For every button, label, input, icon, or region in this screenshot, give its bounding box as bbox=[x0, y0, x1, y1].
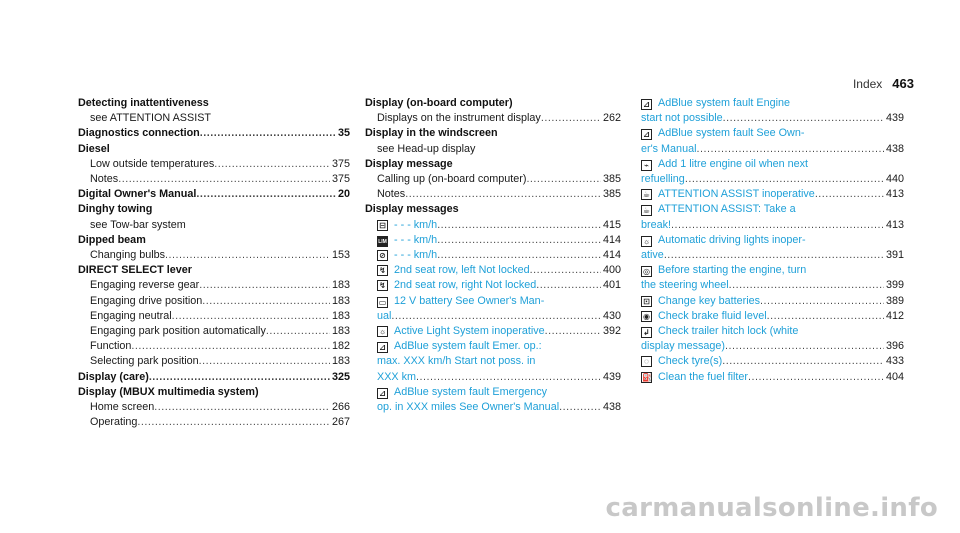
dot-leader bbox=[391, 309, 601, 324]
index-line bbox=[641, 111, 904, 126]
page-ref[interactable]: 438 bbox=[885, 142, 904, 155]
dot-leader bbox=[405, 187, 601, 202]
entry-text[interactable]: Automatic driving lights inoper- bbox=[658, 233, 806, 246]
entry-text[interactable]: AdBlue system fault Emer. op.: bbox=[394, 340, 542, 353]
message-entry[interactable] bbox=[641, 263, 904, 293]
entry-text[interactable]: Display (care) bbox=[78, 370, 149, 383]
index-line bbox=[365, 187, 621, 202]
index-line bbox=[641, 172, 904, 187]
index-line bbox=[78, 294, 350, 309]
page-number: 463 bbox=[892, 76, 914, 91]
index-line bbox=[78, 278, 350, 293]
page-ref[interactable]: 399 bbox=[885, 279, 904, 292]
entry-text[interactable]: er's Manual bbox=[641, 142, 697, 155]
page-ref[interactable]: 20 bbox=[337, 188, 350, 201]
page-ref[interactable]: 325 bbox=[331, 370, 350, 383]
entry-text[interactable]: display message) bbox=[641, 340, 726, 353]
index-line bbox=[78, 400, 350, 415]
index-line bbox=[78, 187, 350, 202]
dot-leader bbox=[437, 248, 601, 263]
attention-assist-icon: ☕ bbox=[642, 206, 651, 216]
entry-text[interactable]: break! bbox=[641, 218, 672, 231]
dot-leader bbox=[200, 126, 336, 141]
dot-leader bbox=[723, 111, 884, 126]
dot-leader bbox=[118, 172, 330, 187]
index-entry bbox=[365, 96, 621, 126]
dot-leader bbox=[545, 324, 601, 339]
entry-heading: Dinghy towing bbox=[78, 203, 153, 216]
adblue-icon: ⊿ bbox=[641, 129, 652, 140]
message-line bbox=[641, 96, 904, 111]
index-line bbox=[365, 111, 621, 126]
entry-text[interactable]: Function bbox=[90, 340, 132, 353]
index-entry bbox=[78, 370, 350, 385]
dot-leader bbox=[530, 263, 601, 278]
entry-heading: Dipped beam bbox=[78, 233, 146, 246]
entry-text[interactable]: ATTENTION ASSIST: Take a bbox=[658, 203, 796, 216]
message-line bbox=[377, 294, 621, 309]
page-ref[interactable]: 385 bbox=[602, 173, 621, 186]
page-ref[interactable]: 430 bbox=[602, 309, 621, 322]
index-line bbox=[377, 278, 621, 293]
dot-leader bbox=[725, 339, 884, 354]
entry-text[interactable]: ual bbox=[377, 309, 392, 322]
adblue-icon: ⊿ bbox=[641, 99, 652, 110]
seat-belt-icon: ↯ bbox=[377, 265, 388, 276]
cross-reference[interactable]: see ATTENTION ASSIST bbox=[90, 112, 211, 125]
page-ref[interactable]: 375 bbox=[331, 157, 350, 170]
entry-text[interactable]: Digital Owner's Manual bbox=[78, 188, 197, 201]
entry-text[interactable]: - - - km/h bbox=[394, 233, 438, 246]
message-entry[interactable] bbox=[377, 263, 621, 278]
limit-icon: LIM bbox=[377, 236, 388, 247]
entry-text[interactable]: ative bbox=[641, 249, 664, 262]
fuel-filter-icon: ⛽ bbox=[642, 372, 652, 382]
index-entry bbox=[365, 157, 621, 203]
page-ref[interactable]: 183 bbox=[331, 309, 350, 322]
entry-text[interactable]: Engaging neutral bbox=[90, 309, 172, 322]
entry-text[interactable]: Diagnostics connection bbox=[78, 127, 200, 140]
index-line bbox=[78, 309, 350, 324]
distance-assist-icon: ⊟ bbox=[377, 220, 388, 231]
index-entry bbox=[78, 126, 350, 141]
message-entry[interactable] bbox=[641, 157, 904, 187]
entry-text[interactable]: Check brake fluid level bbox=[658, 309, 767, 322]
message-entry[interactable] bbox=[641, 370, 904, 385]
page-header bbox=[853, 76, 914, 91]
dot-leader bbox=[729, 278, 884, 293]
seat-belt-icon: ↯ bbox=[377, 280, 388, 291]
index-entry bbox=[365, 202, 621, 415]
index-line bbox=[641, 187, 904, 202]
index-entry bbox=[78, 187, 350, 202]
dot-leader bbox=[266, 324, 330, 339]
dot-leader bbox=[526, 172, 601, 187]
message-entry[interactable] bbox=[377, 248, 621, 263]
message-entry[interactable] bbox=[641, 96, 904, 126]
page-ref[interactable]: 404 bbox=[885, 370, 904, 383]
message-entry[interactable] bbox=[377, 339, 621, 385]
entry-text[interactable]: Engaging reverse gear bbox=[90, 279, 200, 292]
page-ref[interactable]: 413 bbox=[885, 218, 904, 231]
adblue-icon: ⊿ bbox=[377, 388, 388, 399]
key-battery-icon: ⊡ bbox=[641, 296, 652, 307]
entry-text[interactable]: max. XXX km/h Start not poss. in bbox=[377, 355, 536, 368]
dot-leader bbox=[541, 111, 601, 126]
entry-text[interactable]: XXX km bbox=[377, 370, 416, 383]
cross-reference[interactable]: see Head-up display bbox=[377, 142, 476, 155]
dot-leader bbox=[671, 218, 884, 233]
dot-leader bbox=[131, 339, 330, 354]
page-ref[interactable]: 415 bbox=[602, 218, 621, 231]
entry-heading: Display in the windscreen bbox=[365, 127, 498, 140]
entry-text[interactable]: Selecting park position bbox=[90, 355, 199, 368]
message-entry[interactable] bbox=[641, 233, 904, 263]
message-entry[interactable] bbox=[641, 187, 904, 202]
entry-text[interactable]: Operating bbox=[90, 416, 138, 429]
index-entry bbox=[78, 96, 350, 126]
dot-leader bbox=[536, 278, 601, 293]
index-line bbox=[78, 339, 350, 354]
page-ref[interactable]: 433 bbox=[885, 355, 904, 368]
message-entry[interactable] bbox=[377, 233, 621, 248]
entry-text[interactable]: Low outside temperatures bbox=[90, 157, 215, 170]
entry-text[interactable]: start not possible bbox=[641, 112, 723, 125]
message-line bbox=[641, 126, 904, 141]
entry-heading: Display message bbox=[365, 157, 453, 170]
entry-text[interactable]: Change key batteries bbox=[658, 294, 761, 307]
index-line bbox=[365, 172, 621, 187]
dot-leader bbox=[760, 294, 884, 309]
index-line bbox=[377, 370, 621, 385]
steering-wheel-icon: ◎ bbox=[641, 266, 652, 277]
dot-leader bbox=[172, 309, 330, 324]
index-entry bbox=[365, 126, 621, 156]
dot-leader bbox=[437, 233, 601, 248]
entry-text[interactable]: Engaging drive position bbox=[90, 294, 203, 307]
entry-text[interactable]: 12 V battery See Owner's Man- bbox=[394, 294, 545, 307]
section-label: Index bbox=[852, 77, 883, 91]
page-ref[interactable]: 413 bbox=[885, 188, 904, 201]
dot-leader bbox=[767, 309, 884, 324]
adblue-icon: ⊿ bbox=[377, 342, 388, 353]
message-entry[interactable] bbox=[641, 354, 904, 369]
index-line bbox=[78, 248, 350, 263]
index-line bbox=[377, 233, 621, 248]
dot-leader bbox=[196, 187, 336, 202]
message-entry[interactable] bbox=[377, 294, 621, 324]
dot-leader bbox=[214, 157, 330, 172]
entry-heading: Diesel bbox=[78, 142, 110, 155]
dot-leader bbox=[149, 370, 330, 385]
page-ref[interactable]: 153 bbox=[331, 249, 350, 262]
page-ref[interactable]: 396 bbox=[885, 340, 904, 353]
page-ref[interactable]: 183 bbox=[331, 325, 350, 338]
page-ref[interactable]: 183 bbox=[331, 294, 350, 307]
index-line bbox=[78, 126, 350, 141]
page-ref[interactable]: 392 bbox=[602, 325, 621, 338]
dot-leader bbox=[664, 248, 884, 263]
brake-fluid-icon: ◉ bbox=[641, 311, 652, 322]
page-ref[interactable]: 375 bbox=[331, 173, 350, 186]
page-ref[interactable]: 183 bbox=[331, 355, 350, 368]
dot-leader bbox=[199, 278, 330, 293]
message-list bbox=[365, 218, 621, 416]
index-line bbox=[78, 324, 350, 339]
index-entry bbox=[78, 385, 350, 431]
dot-leader bbox=[199, 354, 330, 369]
index-entry bbox=[78, 202, 350, 232]
entry-text[interactable]: the steering wheel bbox=[641, 279, 729, 292]
page-ref[interactable]: 182 bbox=[331, 340, 350, 353]
index-line bbox=[78, 415, 350, 430]
index-line bbox=[641, 354, 904, 369]
index-line bbox=[377, 309, 621, 324]
index-line bbox=[78, 157, 350, 172]
page-ref[interactable]: 385 bbox=[602, 188, 621, 201]
page-ref[interactable]: 266 bbox=[331, 401, 350, 414]
entry-text[interactable]: Notes bbox=[377, 188, 406, 201]
index-line bbox=[78, 172, 350, 187]
entry-text[interactable]: Calling up (on-board computer) bbox=[377, 173, 527, 186]
cross-reference[interactable]: see Tow-bar system bbox=[90, 218, 186, 231]
entry-heading: Display (MBUX multimedia system) bbox=[78, 385, 259, 398]
message-entry[interactable] bbox=[641, 309, 904, 324]
page-ref[interactable]: 414 bbox=[602, 233, 621, 246]
page-ref[interactable]: 183 bbox=[331, 279, 350, 292]
index-line bbox=[641, 294, 904, 309]
index-column-2 bbox=[365, 96, 621, 415]
message-entry[interactable] bbox=[377, 324, 621, 339]
light-sun-icon: ☼ bbox=[378, 327, 387, 337]
entry-text[interactable]: Before starting the engine, turn bbox=[658, 264, 807, 277]
entry-text[interactable]: 2nd seat row, left Not locked bbox=[394, 264, 530, 277]
message-line bbox=[641, 157, 904, 172]
entry-text[interactable]: - - - km/h bbox=[394, 218, 438, 231]
message-line bbox=[641, 263, 904, 278]
dot-leader bbox=[748, 370, 884, 385]
tyre-pressure-icon: ◌ bbox=[641, 356, 652, 367]
dot-leader bbox=[416, 370, 601, 385]
entry-text[interactable]: Displays on the instrument display bbox=[377, 112, 541, 125]
page-ref[interactable]: 414 bbox=[602, 249, 621, 262]
page-ref[interactable]: 267 bbox=[331, 416, 350, 429]
index-line bbox=[78, 354, 350, 369]
entry-text[interactable]: Active Light System inoperative bbox=[394, 325, 545, 338]
page-ref[interactable]: 440 bbox=[885, 173, 904, 186]
page-ref[interactable]: 438 bbox=[602, 401, 621, 414]
page-ref[interactable]: 391 bbox=[885, 249, 904, 262]
page-ref[interactable]: 389 bbox=[885, 294, 904, 307]
entry-text[interactable]: AdBlue system fault Emergency bbox=[394, 385, 548, 398]
dot-leader bbox=[154, 400, 330, 415]
index-line bbox=[641, 339, 904, 354]
entry-text[interactable]: op. in XXX miles See Owner's Manual bbox=[377, 401, 560, 414]
index-line bbox=[377, 218, 621, 233]
page-ref[interactable]: 35 bbox=[337, 127, 350, 140]
message-line bbox=[377, 354, 621, 369]
message-line bbox=[641, 202, 904, 217]
entry-text[interactable]: Check trailer hitch lock (white bbox=[658, 325, 799, 338]
speed-limiter-icon: ⊘ bbox=[377, 250, 388, 261]
dot-leader bbox=[722, 354, 884, 369]
dot-leader bbox=[685, 172, 884, 187]
message-line bbox=[641, 233, 904, 248]
trailer-hitch-icon: ↲ bbox=[641, 327, 652, 338]
entry-heading: Detecting inattentiveness bbox=[78, 97, 209, 109]
index-line bbox=[641, 142, 904, 157]
entry-text[interactable]: Engaging park position automatically bbox=[90, 325, 266, 338]
index-line bbox=[377, 324, 621, 339]
message-entry[interactable] bbox=[641, 126, 904, 156]
index-line bbox=[641, 309, 904, 324]
dot-leader bbox=[165, 248, 330, 263]
index-column-3 bbox=[641, 96, 904, 385]
entry-text[interactable]: ATTENTION ASSIST inoperative bbox=[658, 188, 815, 201]
index-column-1 bbox=[78, 96, 350, 430]
index-entry bbox=[78, 263, 350, 369]
index-line bbox=[377, 263, 621, 278]
entry-heading: DIRECT SELECT lever bbox=[78, 264, 192, 277]
index-entry bbox=[78, 233, 350, 263]
message-entry[interactable] bbox=[641, 294, 904, 309]
page-ref[interactable]: 439 bbox=[885, 112, 904, 125]
dot-leader bbox=[437, 218, 601, 233]
attention-assist-icon: ☕ bbox=[642, 190, 651, 200]
page-ref[interactable]: 262 bbox=[602, 112, 621, 125]
message-entry[interactable] bbox=[641, 202, 904, 232]
entry-text[interactable]: Add 1 litre engine oil when next bbox=[658, 157, 809, 170]
page-ref[interactable]: 412 bbox=[885, 309, 904, 322]
light-sun-icon: ☼ bbox=[642, 236, 651, 246]
index-line bbox=[377, 400, 621, 415]
entry-text[interactable]: Notes bbox=[90, 173, 119, 186]
entry-text[interactable]: Clean the fuel filter bbox=[658, 370, 749, 383]
entry-text[interactable]: Check tyre(s) bbox=[658, 355, 723, 368]
entry-text[interactable]: Home screen bbox=[90, 401, 155, 414]
index-line bbox=[377, 248, 621, 263]
entry-text[interactable]: refuelling bbox=[641, 173, 685, 186]
watermark: carmanualsonline.info bbox=[605, 493, 938, 523]
entry-heading: Display messages bbox=[365, 203, 459, 216]
dot-leader bbox=[696, 142, 884, 157]
engine-oil-icon: ⌁ bbox=[641, 160, 652, 171]
entry-text[interactable]: 2nd seat row, right Not locked bbox=[394, 279, 537, 292]
dot-leader bbox=[202, 294, 330, 309]
message-entry[interactable] bbox=[377, 385, 621, 415]
entry-text[interactable]: Changing bulbs bbox=[90, 249, 166, 262]
dot-leader bbox=[137, 415, 330, 430]
dot-leader bbox=[559, 400, 601, 415]
index-line bbox=[78, 370, 350, 385]
entry-text[interactable]: - - - km/h bbox=[394, 249, 438, 262]
index-line bbox=[641, 278, 904, 293]
message-line bbox=[377, 339, 621, 354]
message-line bbox=[377, 385, 621, 400]
index-line bbox=[641, 370, 904, 385]
message-entry[interactable] bbox=[641, 324, 904, 354]
index-line bbox=[641, 218, 904, 233]
entry-heading: Display (on-board computer) bbox=[365, 97, 513, 109]
battery-icon: ▭ bbox=[378, 297, 387, 307]
message-entry[interactable] bbox=[377, 218, 621, 233]
entry-text[interactable]: AdBlue system fault See Own- bbox=[658, 127, 805, 140]
entry-text[interactable]: AdBlue system fault Engine bbox=[658, 97, 791, 109]
page-ref[interactable]: 400 bbox=[602, 264, 621, 277]
page-ref[interactable]: 401 bbox=[602, 279, 621, 292]
index-entry bbox=[78, 142, 350, 188]
dot-leader bbox=[815, 187, 884, 202]
message-entry[interactable] bbox=[377, 278, 621, 293]
page-ref[interactable]: 439 bbox=[602, 370, 621, 383]
message-line bbox=[641, 324, 904, 339]
index-line bbox=[641, 248, 904, 263]
